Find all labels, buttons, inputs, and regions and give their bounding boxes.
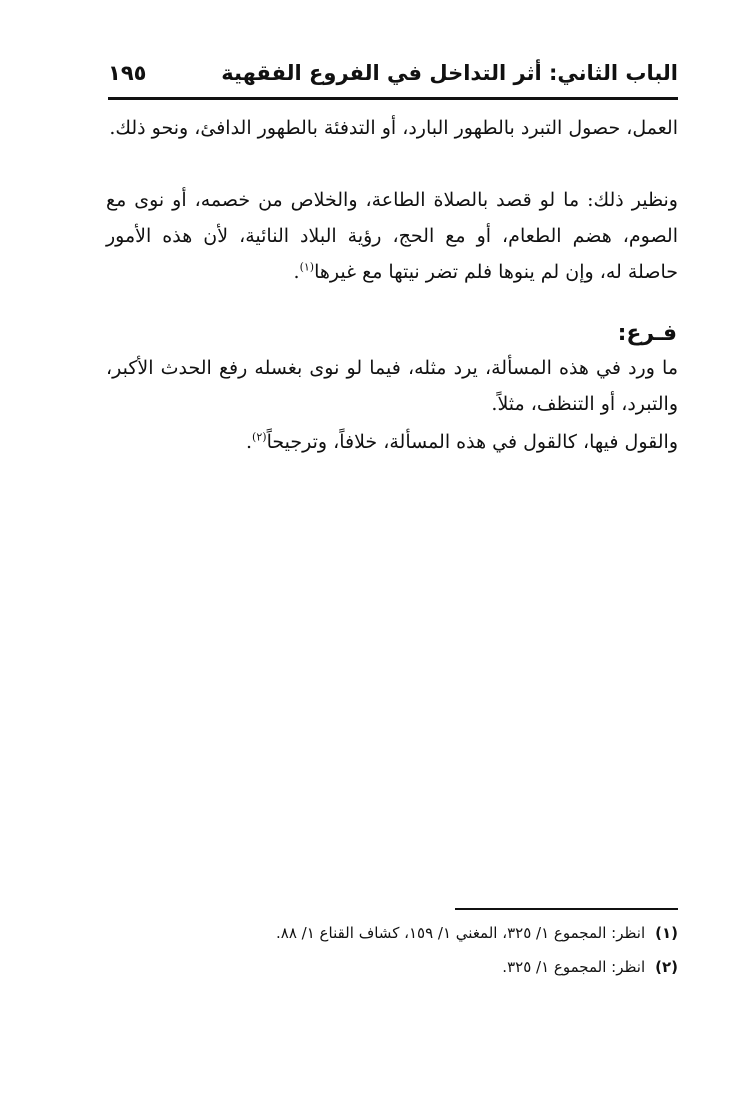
chapter-title: الباب الثاني: أثر التداخل في الفروع الفقهية [221,61,678,85]
footnote-text: انظر: المجموع ١/ ٣٢٥. [502,958,646,976]
footnote-ref-1[interactable]: (١) [299,260,315,274]
footnote-text: انظر: المجموع ١/ ٣٢٥، المغني ١/ ١٥٩، كشاف القناع ١/ ٨٨. [275,924,646,942]
footnote-divider [455,908,678,910]
footnote-number: (٢) [655,958,678,976]
footnote-number: (١) [655,924,678,942]
footnote-item [106,950,678,984]
paragraph-3: ما ورد في هذه المسألة، يرد مثله، فيما لو نوى بغسله رفع الحدث الأكبر، والتبرد، أو التنظف، مثلاً. [106,357,678,415]
paragraph-4 [106,424,678,460]
paragraph-2 [106,182,678,290]
paragraph-4-end: . [246,431,253,453]
paragraph-2-text: ونظير ذلك: ما لو قصد بالصلاة الطاعة، والخلاص من خصمه، أو نوى مع الصوم، هضم الطعام، أو مع الحج، رؤية البلاد النائية، لأن هذه الأمور حاصلة له، وإن لم ينوها فلم تضر نيتها مع غيرها [106,189,678,283]
header-divider [108,97,678,100]
paragraph-4-text: والقول فيها، كالقول في هذه المسألة، خلافاً، وترجيحاً [266,431,678,453]
footnote-item [106,916,678,950]
paragraph-1: العمل، حصول التبرد بالطهور البارد، أو التدفئة بالطهور الدافئ، ونحو ذلك. [109,117,678,139]
paragraph-2-end: . [293,261,300,283]
footnotes [106,916,678,984]
footnote-ref-2[interactable]: (٢) [252,430,267,444]
running-header [108,56,678,96]
page-number: ١٩٥ [108,61,147,85]
section-heading: فـرع: [617,321,677,346]
